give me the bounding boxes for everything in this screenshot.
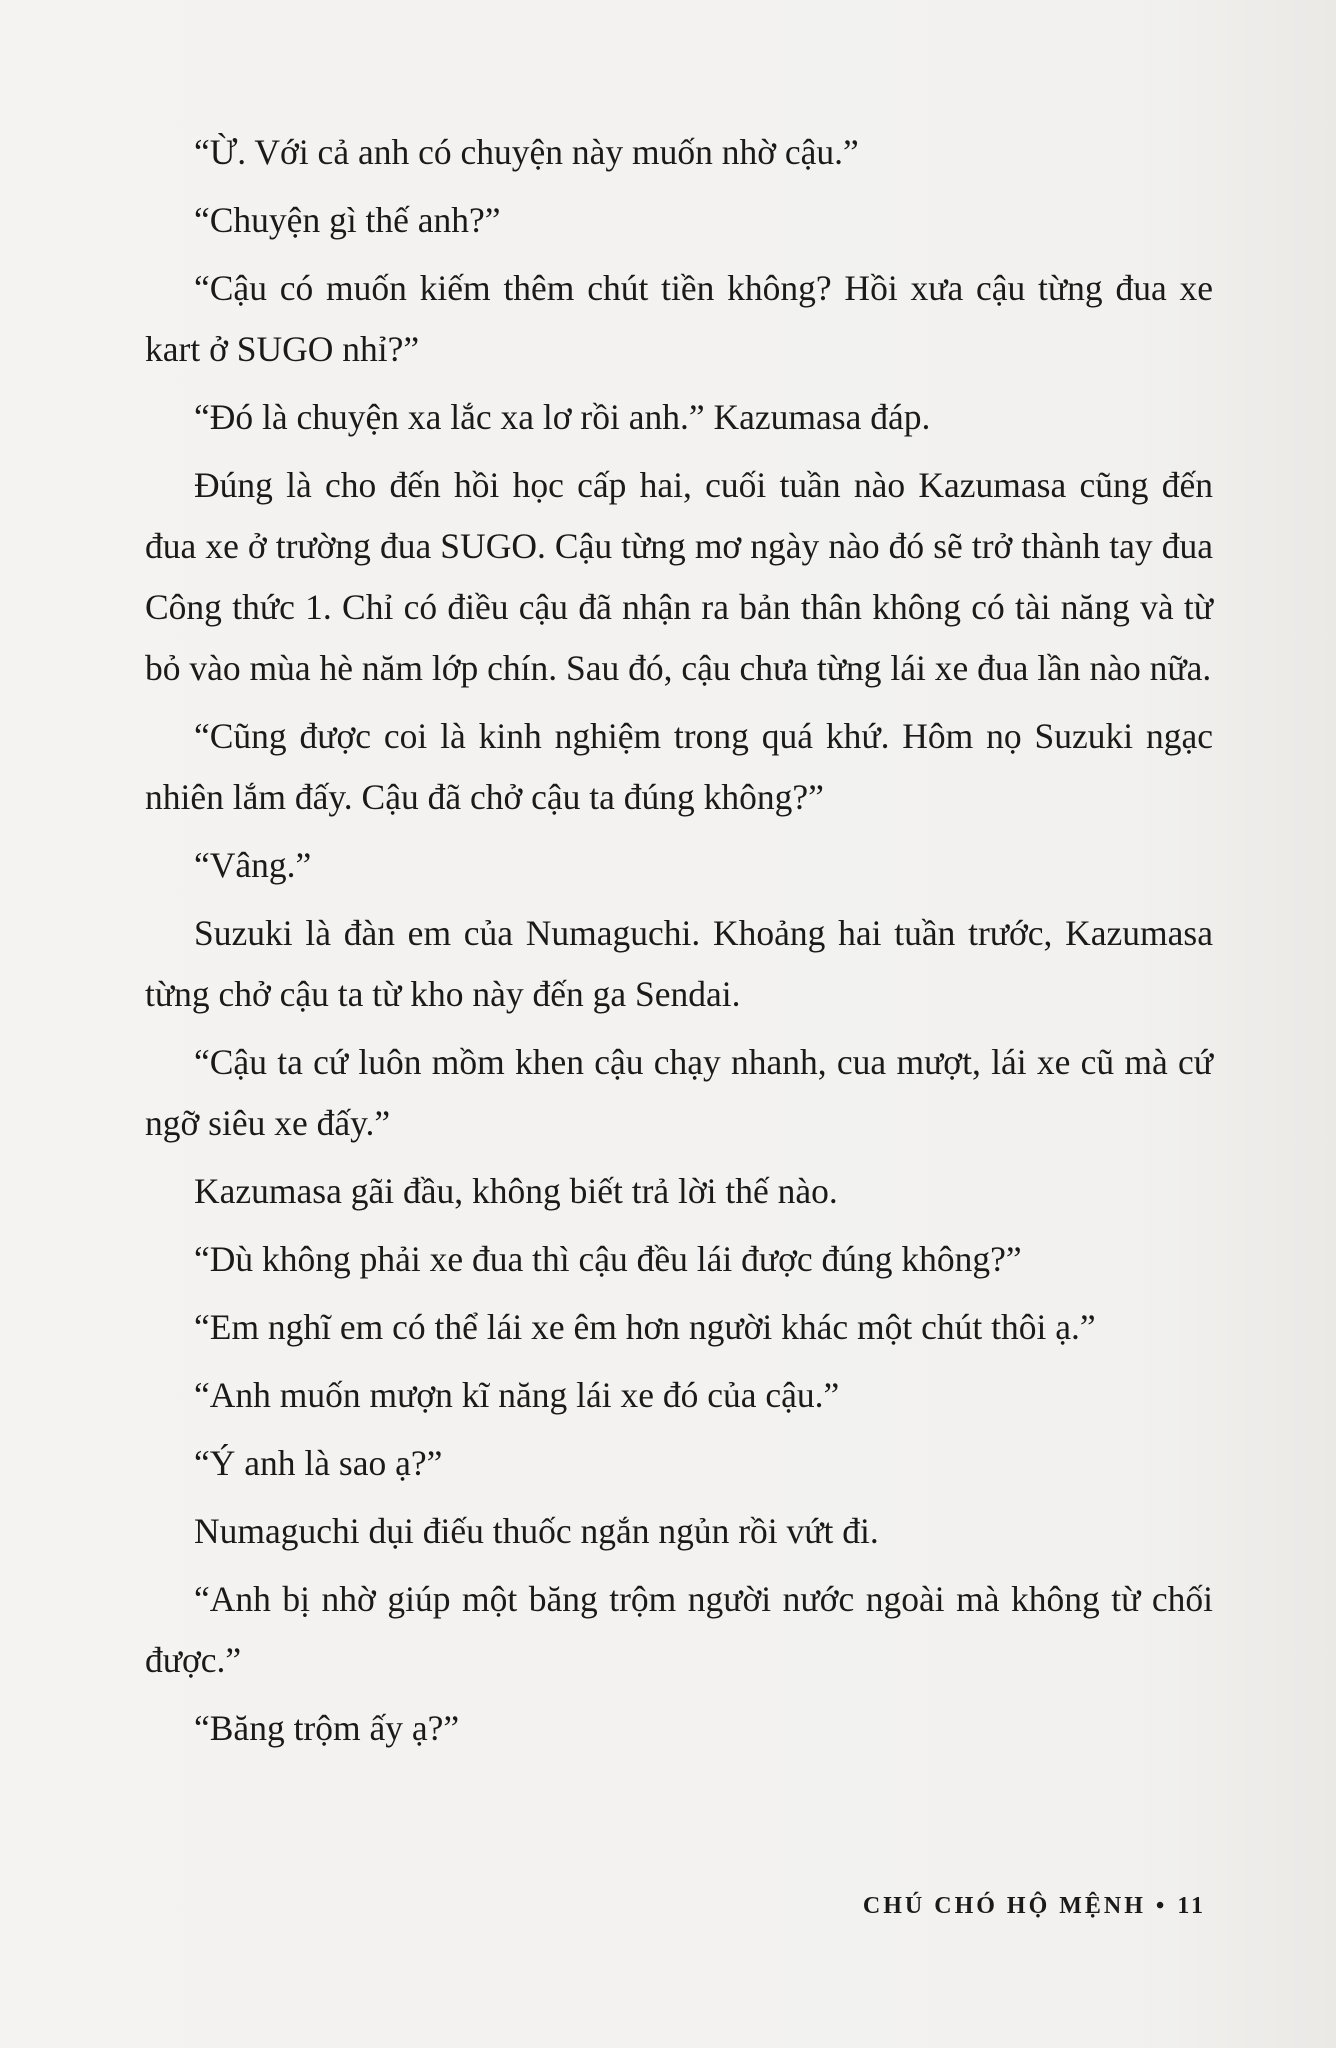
paragraph: Kazumasa gãi đầu, không biết trả lời thế nào. — [194, 1171, 838, 1211]
book-title: CHÚ CHÓ HỘ MỆNH — [862, 1893, 1146, 1919]
paragraph: “Em nghĩ em có thể lái xe êm hơn người khác một chút thôi ạ.” — [194, 1307, 1096, 1347]
paragraph: “Cậu ta cứ luôn mồm khen cậu chạy nhanh, cua mượt, lái xe cũ mà cứ ngỡ siêu xe đấy.” — [145, 1042, 1213, 1143]
paragraph: “Cũng được coi là kinh nghiệm trong quá khứ. Hôm nọ Suzuki ngạc nhiên lắm đấy. Cậu đã chở cậu ta đúng không?” — [145, 716, 1213, 817]
paragraph: “Anh bị nhờ giúp một băng trộm người nước ngoài mà không từ chối được.” — [145, 1579, 1213, 1680]
running-footer — [863, 1893, 1206, 1920]
paragraph: “Chuyện gì thế anh?” — [194, 200, 501, 240]
paragraph: “Anh muốn mượn kĩ năng lái xe đó của cậu.” — [194, 1375, 840, 1415]
paragraph: “Đó là chuyện xa lắc xa lơ rồi anh.” Kazumasa đáp. — [194, 397, 931, 437]
paragraph: “Ừ. Với cả anh có chuyện này muốn nhờ cậu.” — [194, 132, 859, 172]
paragraph: Suzuki là đàn em của Numaguchi. Khoảng hai tuần trước, Kazumasa từng chở cậu ta từ kho này đến ga Sendai. — [145, 913, 1213, 1014]
paragraph: “Băng trộm ấy ạ?” — [194, 1708, 460, 1748]
paragraph: “Dù không phải xe đua thì cậu đều lái được đúng không?” — [194, 1239, 1022, 1279]
paragraph: Numaguchi dụi điếu thuốc ngắn ngủn rồi vứt đi. — [194, 1511, 879, 1551]
paragraph: “Cậu có muốn kiếm thêm chút tiền không? Hồi xưa cậu từng đua xe kart ở SUGO nhỉ?” — [145, 268, 1213, 369]
footer-separator: • — [1155, 1893, 1168, 1919]
page-number: 11 — [1177, 1893, 1206, 1919]
paragraph: Đúng là cho đến hồi học cấp hai, cuối tuần nào Kazumasa cũng đến đua xe ở trường đua SUGO. Cậu từng mơ ngày nào đó sẽ trở thành tay đua Công thức 1. Chỉ có điều cậu đã nhận ra bản thân không có tài năng và từ bỏ vào mùa hè năm lớp chín. Sau đó, cậu chưa từng lái xe đua lần nào nữa. — [145, 465, 1213, 688]
paragraph: “Vâng.” — [194, 845, 312, 885]
paragraph: “Ý anh là sao ạ?” — [194, 1443, 443, 1483]
body-text — [145, 122, 1213, 1766]
